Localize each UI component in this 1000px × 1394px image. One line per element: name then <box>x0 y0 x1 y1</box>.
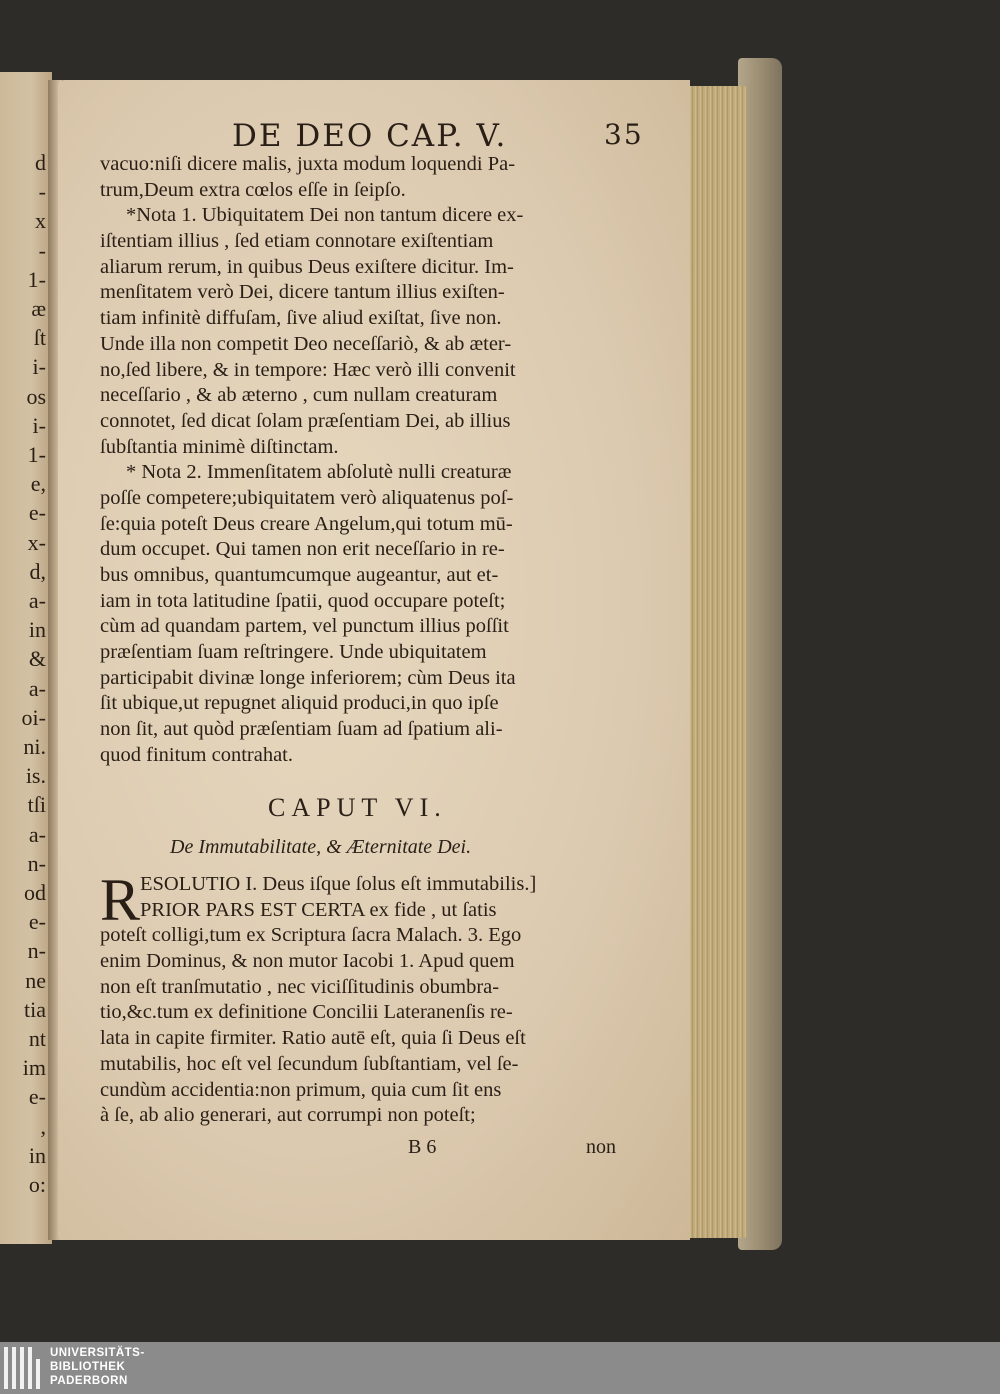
signature-mark: B 6 <box>408 1136 437 1158</box>
text-line: præſentiam ſuam reſtringere. Unde ubiquitatem <box>100 641 487 664</box>
library-line-3: PADERBORN <box>50 1375 128 1387</box>
page-number: 35 <box>604 118 644 151</box>
left-page-fragment: 1- <box>27 442 46 467</box>
left-page-fragment: ne <box>25 967 46 993</box>
text-line: iam in tota latitudine ſpatii, quod occupare poteſt; <box>100 589 506 612</box>
left-page-fragment: e- <box>28 909 46 935</box>
text-line: bus omnibus, quantumcumque augeantur, aut et- <box>100 564 499 586</box>
left-page-fragment: i- <box>32 354 46 380</box>
left-page-fragment: in <box>28 617 46 643</box>
left-page-fragment: ni. <box>23 734 46 759</box>
left-page-fragment: d, <box>29 558 46 584</box>
page-block-edge <box>684 86 746 1238</box>
left-page-fragment: ſt <box>33 325 46 351</box>
text-line: PRIOR PARS EST CERTA ex fide , ut ſatis <box>140 898 497 921</box>
left-page-fragment: - <box>38 179 46 205</box>
text-line: Unde illa non competit Deo neceſſariò, & ab æter- <box>100 332 512 355</box>
left-page-fragment: o: <box>28 1172 46 1197</box>
library-line-1: UNIVERSITÄTS- <box>50 1347 145 1359</box>
library-bar <box>0 1342 1000 1394</box>
text-line: trum,Deum extra cœlos eſſe in ſeipſo. <box>100 178 406 201</box>
text-line: iſtentiam illius , ſed etiam connotare exiſtentiam <box>100 230 494 253</box>
left-page-fragment: x- <box>27 529 46 555</box>
text-line: ESOLUTIO I. Deus iſque ſolus eſt immutabilis.] <box>140 873 537 895</box>
text-line: poteſt colligi,tum ex Scriptura ſacra Malach. 3. Ego <box>100 924 522 947</box>
text-line: vacuo:niſi dicere malis, juxta modum loquendi Pa- <box>100 153 516 175</box>
left-page-fragment: im <box>22 1055 46 1081</box>
text-line: no,ſed libere, & in tempore: Hæc verò illi convenit <box>100 358 516 381</box>
left-page-fragment: e- <box>28 500 46 526</box>
text-line: à ſe, ab alio generari, aut corrumpi non poteſt; <box>100 1104 476 1127</box>
text-line: tiam infinitè diffuſam, ſive aliud exiſtat, ſive non. <box>100 307 502 330</box>
text-line: neceſſario , & ab æterno , cum nullam creaturam <box>100 384 498 407</box>
left-page-fragment: tia <box>24 996 46 1022</box>
left-page-fragment: , <box>40 1113 46 1139</box>
left-page-fragment: æ <box>31 296 46 321</box>
left-page-fragment: in <box>28 1142 46 1168</box>
left-page-fragment: x <box>35 208 46 234</box>
chapter-subheading: De Immutabilitate, & Æternitate Dei. <box>170 836 472 858</box>
left-page-fragment: oi- <box>21 704 46 730</box>
text-line: poſſe competere;ubiquitatem verò aliquatenus poſ- <box>100 486 514 509</box>
left-page-fragment: 1- <box>27 266 46 292</box>
left-page-fragment: i- <box>32 412 46 438</box>
left-page-fragment: a- <box>28 588 46 613</box>
text-line: menſitatem verò Dei, dicere tantum illius exiſten- <box>100 281 505 304</box>
text-line: * Nota 2. Immenſitatem abſolutè nulli creaturæ <box>126 461 512 484</box>
left-page-fragment: e- <box>28 1084 46 1110</box>
left-page-fragment: n- <box>27 850 46 876</box>
left-page-fragment: a- <box>28 821 46 847</box>
page-footer <box>408 1136 638 1166</box>
text-line: cundùm accidentia:non primum, quia cum ſit ens <box>100 1078 502 1101</box>
chapter-heading: CAPUT VI. <box>268 793 447 822</box>
library-logo-icon <box>4 1347 42 1389</box>
text-line: ſubſtantia minimè diſtinctam. <box>100 435 339 458</box>
header-title: DE DEO CAP. V. <box>232 118 508 154</box>
left-page-fragment: e, <box>30 471 46 497</box>
text-line: ſe:quia poteſt Deus creare Angelum,qui totum mū- <box>100 512 513 535</box>
text-line: lata in capite firmiter. Ratio autē eſt, quia ſi Deus eſt <box>100 1027 526 1050</box>
main-text-block <box>100 152 640 769</box>
text-line: enim Dominus, & non mutor Iacobi 1. Apud quem <box>100 950 515 973</box>
text-line: tio,&c.tum ex definitione Concilii Lateranenſis re- <box>100 1001 513 1024</box>
left-page-fragment: n- <box>27 938 46 964</box>
left-page-edge <box>0 72 52 1244</box>
left-page-fragment: is. <box>25 763 46 789</box>
text-line: participabit divinæ longe inferiorem; cùm Deus ita <box>100 666 516 689</box>
text-line: quod finitum contrahat. <box>100 743 293 766</box>
text-line: mutabilis, hoc eſt vel ſecundum ſubſtantiam, vel ſe- <box>100 1052 519 1075</box>
left-page-fragment: d <box>35 150 46 175</box>
text-line: dum occupet. Qui tamen non erit neceſſario in re- <box>100 538 505 561</box>
text-line: connotet, ſed dicat ſolam præſentiam Dei, ab illius <box>100 409 511 432</box>
catchword: non <box>586 1136 616 1158</box>
left-page-fragment: - <box>38 237 46 263</box>
text-line: non eſt tranſmutatio , nec viciſſitudinis obumbra- <box>100 975 500 998</box>
left-page-fragment: tſi <box>27 792 46 818</box>
left-page-fragment: nt <box>28 1026 46 1051</box>
left-page-fragment: os <box>26 383 46 409</box>
text-line: non ſit, aut quòd præſentiam ſuam ad ſpatium ali- <box>100 718 503 741</box>
left-page-fragment: od <box>24 880 46 905</box>
text-line: cùm ad quandam partem, vel punctum illius poſſit <box>100 615 509 638</box>
left-page-fragment: a- <box>28 675 46 701</box>
left-page-fragment: & <box>28 646 46 672</box>
library-name <box>50 1346 145 1388</box>
resolutio-block <box>100 867 640 1129</box>
text-line: *Nota 1. Ubiquitatem Dei non tantum dicere ex- <box>126 204 524 227</box>
text-line: ſit ubique,ut repugnet aliquid produci,in quo ipſe <box>100 692 499 715</box>
library-line-2: BIBLIOTHEK <box>50 1361 126 1373</box>
text-line: aliarum rerum, in quibus Deus exiſtere dicitur. Im- <box>100 255 514 278</box>
drop-cap: R <box>100 867 141 933</box>
